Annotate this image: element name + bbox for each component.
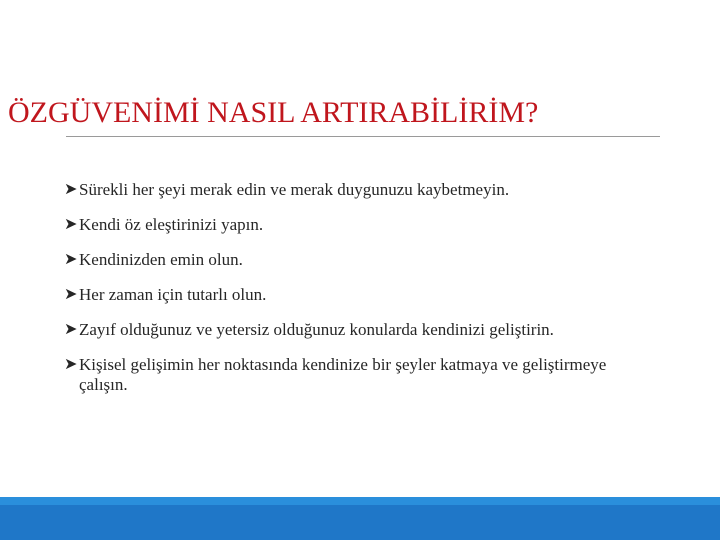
arrow-bullet-icon: ➤ (64, 181, 78, 198)
bullet-item (64, 355, 619, 395)
bullet-item (64, 215, 664, 235)
arrow-bullet-icon: ➤ (64, 321, 78, 338)
arrow-bullet-icon: ➤ (64, 251, 78, 268)
bullet-list (64, 180, 664, 410)
footer-band (0, 497, 720, 540)
bullet-item (64, 320, 664, 340)
bullet-text: Kendinizden emin olun. (79, 250, 243, 269)
bullet-text: Kişisel gelişimin her noktasında kendinize bir şeyler katmaya ve geliştirmeye çalışın. (79, 355, 607, 394)
bullet-item (64, 285, 664, 305)
title-divider (66, 136, 660, 137)
slide-title: ÖZGÜVENİMİ NASIL ARTIRABİLİRİM? (8, 96, 539, 129)
bullet-text: Her zaman için tutarlı olun. (79, 285, 267, 304)
footer-band-highlight (0, 497, 720, 505)
bullet-text: Zayıf olduğunuz ve yetersiz olduğunuz konularda kendinizi geliştirin. (79, 320, 554, 339)
arrow-bullet-icon: ➤ (64, 216, 78, 233)
bullet-text: Sürekli her şeyi merak edin ve merak duygunuzu kaybetmeyin. (79, 180, 510, 199)
bullet-item (64, 250, 664, 270)
arrow-bullet-icon: ➤ (64, 356, 78, 373)
arrow-bullet-icon: ➤ (64, 286, 78, 303)
bullet-item (64, 180, 664, 200)
bullet-text: Kendi öz eleştirinizi yapın. (79, 215, 264, 234)
